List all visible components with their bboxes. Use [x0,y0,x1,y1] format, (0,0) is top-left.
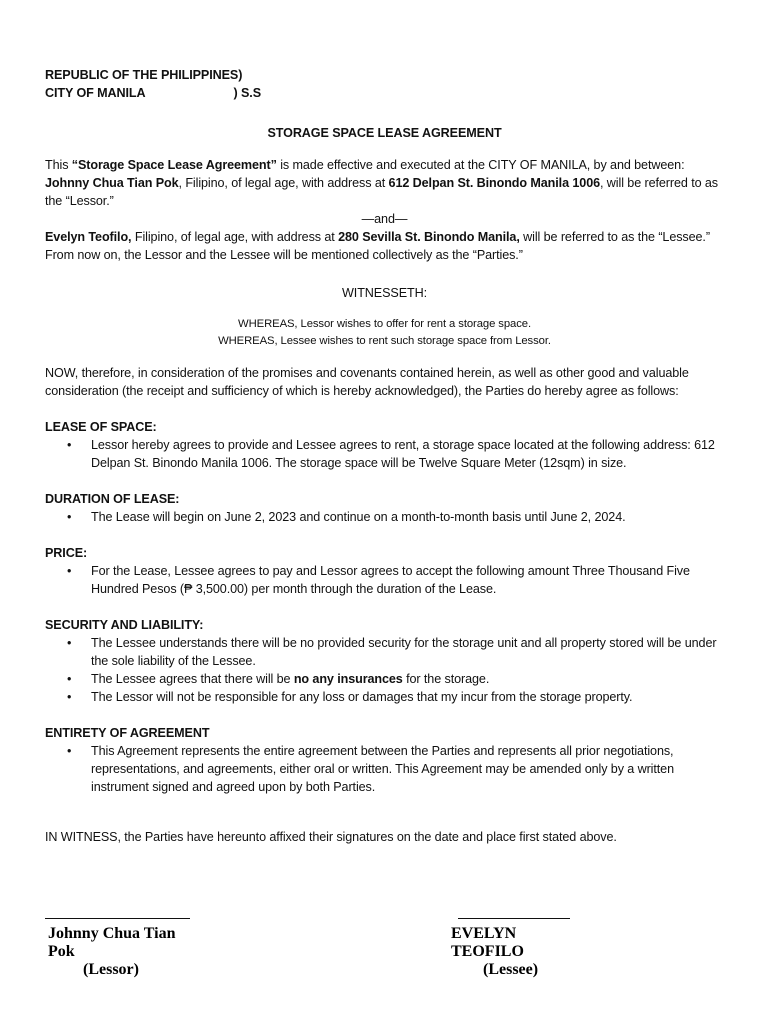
closing-statement: IN WITNESS, the Parties have hereunto affixed their signatures on the date and place first stated above. [45,830,617,844]
and-separator: —and— [361,212,408,226]
lessee-name: Evelyn Teofilo, [45,230,132,244]
lessee-clause [45,228,724,246]
lessee-signature-block [451,918,570,979]
section-title: SECURITY AND LIABILITY: [45,618,204,632]
section-duration [45,490,724,526]
lessee-text: will be referred to as the “Lessee.” [519,230,710,244]
agreement-name: “Storage Space Lease Agreement” [71,158,277,172]
ss-marker: ) S.S [233,86,262,100]
intro-text: This [45,158,72,172]
section-title: ENTIRETY OF AGREEMENT [45,726,210,740]
city-line [45,84,724,102]
no-insurance-emphasis: no any insurances [293,672,403,686]
city-name: CITY OF MANILA [45,86,146,100]
section-title: DURATION OF LEASE: [45,492,180,506]
section-list [45,742,724,796]
lessor-role-label: (Lessor) [83,961,139,978]
list-item: • For the Lease, Lessee agrees to pay and Lessor agrees to accept the following amount Three Thousand Five Hundred Pesos (₱ 3,500.00) per month through the duration of the Lease. [91,562,724,598]
parties-line: From now on, the Lessor and the Lessee will be mentioned collectively as the “Parties.” [45,248,523,262]
intro-text: is made effective and executed at the CITY OF MANILA, by and between: [276,158,685,172]
intro-paragraph [45,156,724,264]
section-lease-of-space [45,418,724,472]
lessor-address: 612 Delpan St. Binondo Manila 1006 [388,176,600,190]
section-title: LEASE OF SPACE: [45,420,157,434]
lessee-role-label: (Lessee) [483,961,539,978]
jurisdiction-caption [45,66,724,102]
witnesseth-heading: WITNESSETH: [342,286,427,300]
section-title: PRICE: [45,546,88,560]
signature-line [45,918,190,919]
whereas-clause: WHEREAS, Lessor wishes to offer for rent a storage space. [238,318,531,330]
list-item: • This Agreement represents the entire agreement between the Parties and represents all prior negotiations, representations, and agreements, either oral or written. This Agreement may be amended only by a written instrument signed and agreed upon by both Parties. [91,742,724,796]
signature-line [458,918,570,919]
republic-line: REPUBLIC OF THE PHILIPPINES) [45,68,243,82]
section-price [45,544,724,598]
lessor-name: Johnny Chua Tian Pok [45,176,179,190]
list-item: • The Lessee understands there will be no provided security for the storage unit and all property stored will be under the sole liability of the Lessee. [91,634,724,670]
list-item [91,670,724,688]
list-item: • The Lease will begin on June 2, 2023 and continue on a month-to-month basis until June 2, 2024. [91,508,724,526]
lessee-address: 280 Sevilla St. Binondo Manila, [338,230,520,244]
lessor-clause [45,174,724,210]
lessor-text: , Filipino, of legal age, with address at [178,176,389,190]
list-item: • The Lessor will not be responsible for any loss or damages that my incur from the storage property. [91,688,724,706]
whereas-clauses [45,316,724,350]
section-list [45,436,724,472]
section-list [45,508,724,526]
list-item-text: for the storage. [402,672,490,686]
section-list [45,634,724,706]
lessee-signatory-name: EVELYN TEOFILO [451,925,524,960]
list-item: • Lessor hereby agrees to provide and Lessee agrees to rent, a storage space located at the following address: 612 Delpan St. Binondo Manila 1006. The storage space will be Twelve Square Meter (12sqm) in size. [91,436,724,472]
now-therefore-paragraph: NOW, therefore, in consideration of the promises and covenants contained herein, as well as other good and valuable consideration (the receipt and sufficiency of which is hereby acknowledged), the Parties do hereby agree as follows: [45,366,689,398]
lessor-signatory-name: Johnny Chua Tian Pok [48,925,176,960]
lessor-signature-block [45,918,190,979]
lessee-text: Filipino, of legal age, with address at [131,230,339,244]
section-security-liability [45,616,724,706]
document-title: STORAGE SPACE LEASE AGREEMENT [267,126,502,140]
lessor-text: , will be referred to as the “Lessor.” [45,176,718,208]
section-list [45,562,724,598]
list-item-text: The Lessee agrees that there will be [91,672,294,686]
whereas-clause: WHEREAS, Lessee wishes to rent such storage space from Lessor. [218,335,551,347]
section-entirety [45,724,724,796]
intro-line [45,156,724,174]
